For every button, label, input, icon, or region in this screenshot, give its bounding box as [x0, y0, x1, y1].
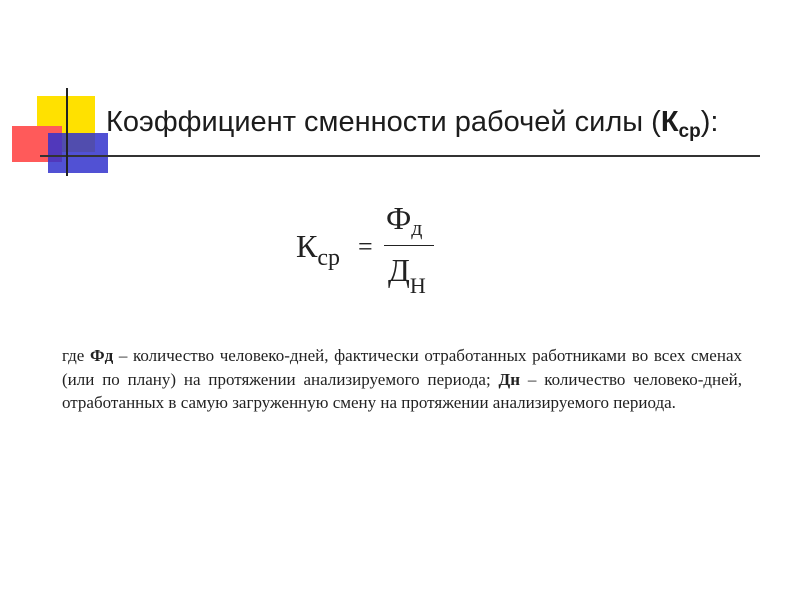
slide-title: [106, 106, 718, 143]
formula-numerator-subscript: д: [411, 215, 423, 240]
title-prefix: Коэффициент сменности рабочей силы (: [106, 106, 661, 138]
formula-equals: =: [358, 232, 373, 261]
formula-denominator-subscript: Н: [409, 273, 426, 298]
description-term1: Фд: [89, 346, 114, 365]
description-part3: – количество человеко-дней, отработанных в самую загруженную смену на протяжении анализируемого периода.: [62, 369, 743, 412]
title-underline: [40, 155, 760, 157]
description-part1: где: [62, 346, 90, 365]
description-part2: – количество человеко-дней, фактически отработанных работниками во всех сменах (или по плану) на протяжении анализируемого периода;: [62, 346, 742, 389]
title-symbol: К: [660, 106, 679, 138]
fraction-bar: [384, 245, 434, 246]
description-paragraph: [62, 344, 742, 415]
formula-numerator: [386, 200, 422, 241]
formula: [296, 200, 446, 300]
description-term2: Дн: [498, 369, 521, 389]
formula-denominator: [388, 252, 426, 299]
title-suffix: ):: [700, 106, 719, 138]
title-subscript: ср: [678, 121, 701, 142]
vertical-rule: [66, 88, 68, 176]
blue-square: [48, 133, 108, 173]
corner-logo: [0, 0, 800, 200]
formula-numerator-symbol: Ф: [386, 200, 412, 236]
formula-lhs: [296, 228, 340, 272]
formula-lhs-symbol: К: [296, 228, 318, 264]
formula-lhs-subscript: ср: [317, 245, 340, 271]
formula-denominator-symbol: Д: [388, 252, 410, 288]
